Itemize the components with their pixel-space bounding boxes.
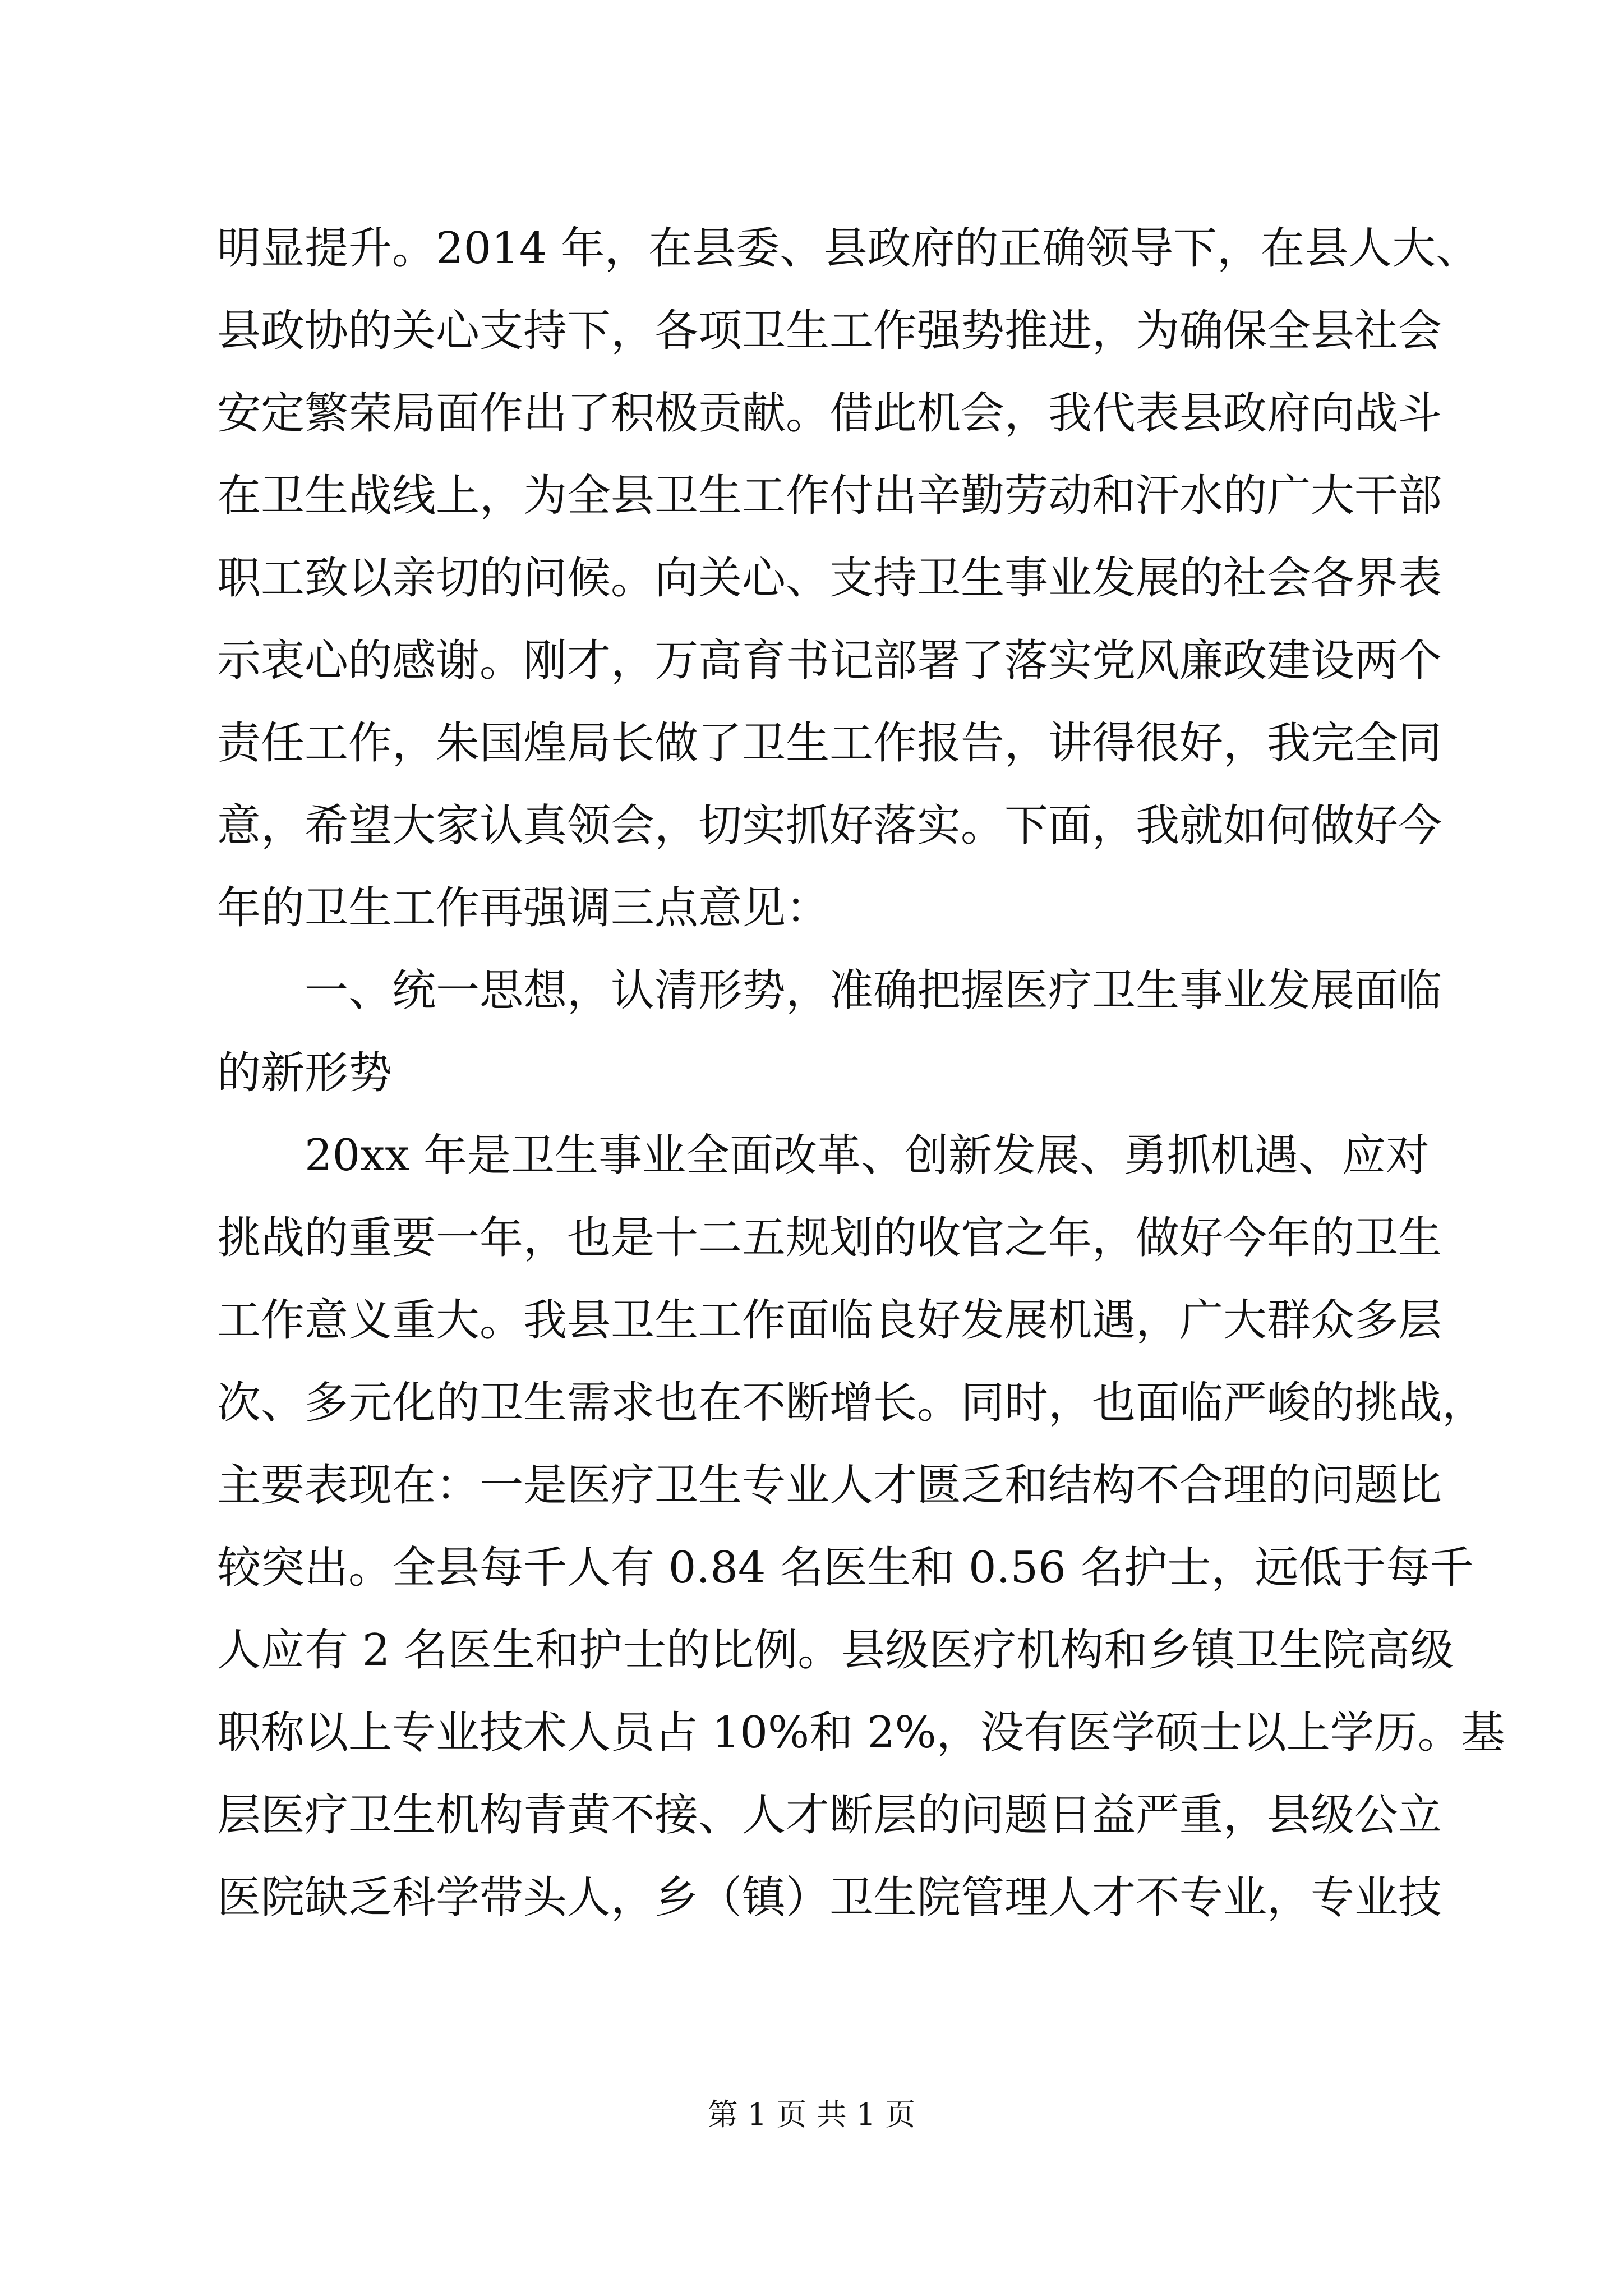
text-line: 次、多元化的卫生需求也在不断增长。同时，也面临严峻的挑战， (217, 1378, 1486, 1428)
section-heading-line: 的新形势 (217, 1048, 393, 1098)
text-line: 工作意义重大。我县卫生工作面临良好发展机遇，广大群众多层 (217, 1295, 1442, 1346)
body-text (217, 208, 1505, 1939)
text-line: 示衷心的感谢。刚才，万高育书记部署了落实党风廉政建设两个 (217, 636, 1442, 686)
text-line: 挑战的重要一年，也是十二五规划的收官之年，做好今年的卫生 (217, 1213, 1442, 1263)
text-line: 安定繁荣局面作出了积极贡献。借此机会，我代表县政府向战斗 (217, 388, 1442, 439)
text-line: 职称以上专业技术人员占 10%和 2%，没有医学硕士以上学历。基 (217, 1708, 1505, 1758)
text-line: 人应有 2 名医生和护士的比例。县级医疗机构和乡镇卫生院高级 (217, 1625, 1454, 1676)
text-line: 医院缺乏科学带头人，乡（镇）卫生院管理人才不专业，专业技 (217, 1872, 1442, 1923)
section-heading-line: 一、统一思想，认清形势，准确把握医疗卫生事业发展面临 (217, 965, 1442, 1016)
text-line: 意，希望大家认真领会，切实抓好落实。下面，我就如何做好今 (217, 800, 1442, 851)
page-number-footer: 第 1 页 共 1 页 (707, 2097, 916, 2132)
text-line: 县政协的关心支持下，各项卫生工作强势推进，为确保全县社会 (217, 306, 1442, 356)
text-line: 年的卫生工作再强调三点意见： (217, 883, 830, 933)
text-line: 责任工作，朱国煌局长做了卫生工作报告，讲得很好，我完全同 (217, 718, 1442, 769)
text-line: 职工致以亲切的问候。向关心、支持卫生事业发展的社会各界表 (217, 553, 1442, 604)
text-line: 明显提升。2014 年，在县委、县政府的正确领导下，在县人大、 (217, 223, 1480, 274)
text-line: 层医疗卫生机构青黄不接、人才断层的问题日益严重，县级公立 (217, 1790, 1442, 1841)
text-line: 较突出。全县每千人有 0.84 名医生和 0.56 名护士，远低于每千 (217, 1543, 1474, 1593)
text-line: 在卫生战线上，为全县卫生工作付出辛勤劳动和汗水的广大干部 (217, 471, 1442, 521)
text-line: 20xx 年是卫生事业全面改革、创新发展、勇抓机遇、应对 (217, 1130, 1430, 1181)
text-line: 主要表现在：一是医疗卫生专业人才匮乏和结构不合理的问题比 (217, 1460, 1442, 1511)
